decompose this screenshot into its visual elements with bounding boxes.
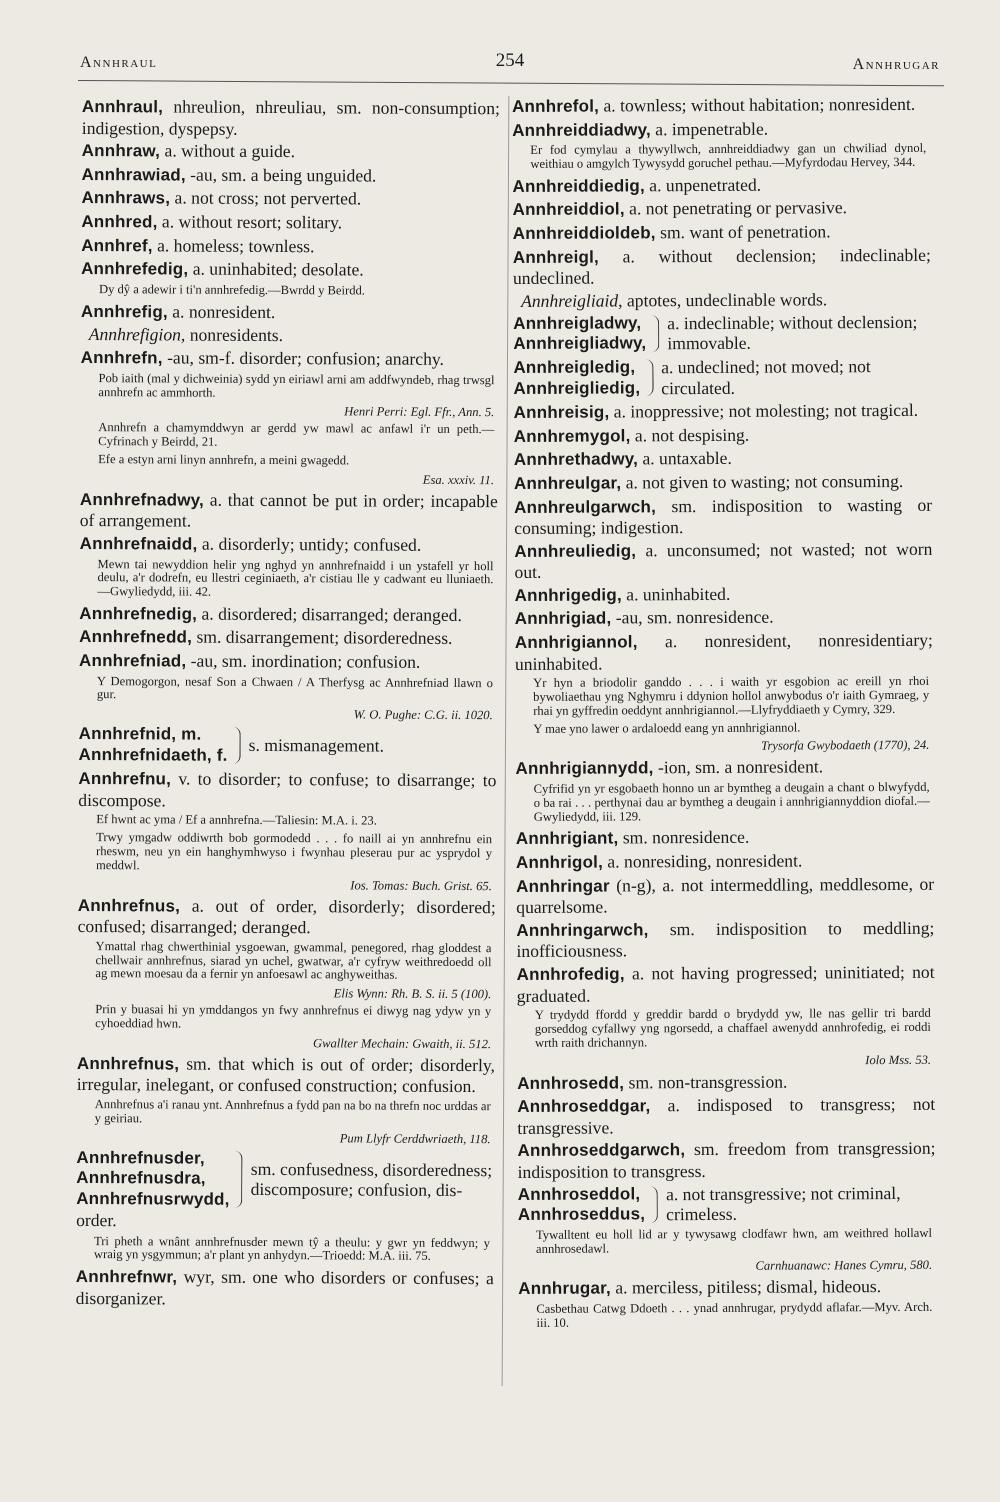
dictionary-entry xyxy=(77,1053,495,1097)
dictionary-entry xyxy=(512,94,930,118)
citation-source: Carnhuanawc: Hanes Cymru, 580. xyxy=(755,1258,933,1274)
dictionary-entry xyxy=(517,962,935,1006)
dictionary-entry xyxy=(515,630,933,674)
grouped-entry xyxy=(513,356,931,399)
dictionary-entry xyxy=(514,471,932,495)
headword: Annhrefnidaeth, f. xyxy=(78,744,228,765)
definition: -ion, sm. a nonresident. xyxy=(653,756,824,778)
definition: a. not despising. xyxy=(630,424,750,446)
dictionary-entry xyxy=(517,1070,935,1094)
dictionary-entry xyxy=(81,258,499,282)
definition: sm. confusedness, disorderedness; discomposure; confusion, dis- xyxy=(250,1158,493,1201)
definition: a. townless; without habitation; nonresident. xyxy=(598,93,916,116)
dictionary-entry xyxy=(514,400,932,424)
citation-quote: Dy dŷ a adewir i ti'n annhrefedig.—Bwrdd y Beirdd. xyxy=(98,281,366,298)
grouped-entry xyxy=(78,724,496,767)
definition: sm. indisposition to wasting or consuming; indigestion. xyxy=(514,494,933,539)
definition: a. merciless, pitiless; dismal, hideous. xyxy=(610,1276,882,1298)
definition: a. homeless; townless. xyxy=(152,234,315,256)
grouped-headwords xyxy=(513,313,646,355)
headword: Annhrefnus, xyxy=(76,1053,180,1074)
headword: Annhrefnedig, xyxy=(79,603,198,624)
headword: Annhrefniad, xyxy=(78,651,187,671)
dictionary-entry xyxy=(80,533,498,557)
definition: s. mismanagement. xyxy=(248,735,385,757)
headword: Annhrefnu, xyxy=(78,769,172,789)
derived-form xyxy=(89,324,499,347)
citation-quote: Annhrefnus a'i ranau ynt. Annhrefnus a fydd pan na bo na threfn noc urddas ar y geiriau. xyxy=(94,1097,491,1126)
dictionary-entry xyxy=(514,538,932,582)
definition: a. without a guide. xyxy=(160,140,296,162)
headword: Annhrefnus, xyxy=(77,895,181,916)
headword: Annhreiddiedig, xyxy=(512,176,645,196)
grouped-headwords xyxy=(513,357,640,399)
citation-quote: Tywalltent eu holl lid ar y tywysawg clodfawr hwn, am weithred hollawl annhrosedawl. xyxy=(535,1225,932,1256)
dictionary-entry xyxy=(513,244,931,288)
headword: Annhreisig, xyxy=(513,402,610,423)
dictionary-entry xyxy=(81,347,499,371)
dictionary-entry xyxy=(80,489,498,533)
definition: sm. freedom from transgression; indisposition to transgress. xyxy=(517,1138,936,1182)
citation-quote: Y mae yno lawer o ardaloedd eang yn annhrigiannol. xyxy=(533,720,801,736)
dictionary-entry xyxy=(79,626,497,650)
citation-source: W. O. Pughe: C.G. ii. 1020. xyxy=(353,707,493,723)
citation-quote: Tri pheth a wnânt annhrefnusder mewn tŷ a theulu: y gwr yn feddwyn; y wraig yn ysgymmun; a'r plant yn anhydyn.—Trioedd: M.A. iii. 75. xyxy=(93,1233,491,1264)
derived-headword: Annhrefigion, xyxy=(88,324,186,345)
definition: sm. non-transgression. xyxy=(624,1071,788,1092)
dictionary-entry xyxy=(82,96,500,140)
definition: a. unpenetrated. xyxy=(644,174,762,196)
definition: a. untaxable. xyxy=(637,448,732,469)
definition: -au, sm. inordination; confusion. xyxy=(186,650,421,672)
headword: Annhreiddioldeb, xyxy=(512,223,656,243)
headword: Annhrefedig, xyxy=(81,259,189,279)
definition: a. not transgressive; not criminal, crimeless. xyxy=(665,1182,901,1225)
headword: Annhreuliedig, xyxy=(514,541,637,561)
citation-quote: Er fod cymylau a thywyllwch, annhreiddiadwy gan un chwiliad dynol, weithiau o amgylch Tywysydd goruchel pethau.—Myfyrdodau Hervey, 344. xyxy=(530,141,927,171)
headword: Annhroseddus, xyxy=(517,1204,646,1225)
dictionary-entry xyxy=(513,221,931,245)
headword: Annhrethadwy, xyxy=(513,449,639,470)
brace xyxy=(232,727,241,764)
dictionary-entry xyxy=(516,918,934,962)
headword: Annhreigliadwy, xyxy=(513,333,647,354)
derived-definition: nonresidents. xyxy=(185,324,284,346)
brace xyxy=(644,359,653,396)
headword: Annhringar xyxy=(516,876,610,896)
dictionary-entry xyxy=(512,174,930,198)
grouped-headwords xyxy=(78,724,227,766)
definition-continuation: order. xyxy=(76,1210,117,1231)
grouped-entry xyxy=(76,1148,494,1212)
header-rule xyxy=(78,80,944,86)
dictionary-entry xyxy=(512,117,930,141)
page-number: 254 xyxy=(495,50,525,71)
headword: Annhrefnaidd, xyxy=(79,533,198,554)
headword: Annhrugar, xyxy=(518,1278,611,1299)
headword: Annhrigiannydd, xyxy=(515,758,654,779)
citation-quote: Prin y buasai hi yn ymddangos yn fwy annhrefnus ei diwyg nag ydyw yn y cyhoeddiad hwn. xyxy=(95,1002,492,1031)
headword: Annhreiddiadwy, xyxy=(512,119,651,140)
dictionary-entry xyxy=(78,895,496,939)
definition: -au, sm. nonresidence. xyxy=(611,607,774,628)
definition: a. nonresiding, nonresident. xyxy=(602,850,803,872)
definition: sm. want of penetration. xyxy=(655,221,831,243)
definition: wyr, sm. one who disorders or confuses; a disorganizer. xyxy=(75,1266,494,1309)
headword: Annhreulgarwch, xyxy=(514,496,657,517)
right-column xyxy=(512,94,936,1335)
citation-quote: Annhrefn a chamymddwyn ar gerdd yw mawl ac anfawl i'r un peth.—Cyfrinach y Beirdd, 21. xyxy=(98,420,495,449)
definition: a. that cannot be put in order; incapable of arrangement. xyxy=(79,489,498,531)
citation-source: Ios. Tomas: Buch. Grist. 65. xyxy=(350,878,492,893)
headword: Annhrofedig, xyxy=(516,964,625,984)
headword: Annhreiddiol, xyxy=(512,199,625,220)
headword: Annhraul, xyxy=(81,96,164,117)
grouped-entry xyxy=(518,1182,936,1225)
headword: Annhrefn, xyxy=(80,348,163,368)
headword: Annhrefnusder, xyxy=(76,1147,205,1168)
definition: a. unconsumed; not wasted; not worn out. xyxy=(514,538,933,583)
dictionary-entry xyxy=(513,197,931,221)
headword: Annhringarwch, xyxy=(516,920,649,940)
headword: Annhred, xyxy=(81,211,158,232)
header-right-guide-word: Annhrugar xyxy=(852,56,940,73)
citation-source: Trysorfa Gwybodaeth (1770), 24. xyxy=(761,738,930,754)
definition: (n-g), a. not intermeddling, meddlesome, or quarrelsome. xyxy=(516,873,935,918)
dictionary-entry xyxy=(518,1276,936,1300)
citation-quote: Ef hwnt ac yma / Ef a annhrefna.—Taliesin: M.A. i. 23. xyxy=(96,812,377,829)
brace xyxy=(649,1186,658,1223)
dictionary-entry xyxy=(81,235,499,259)
headword: Annhreulgar, xyxy=(513,473,622,493)
definition: a. disorderly; untidy; confused. xyxy=(197,533,422,555)
dictionary-entry xyxy=(76,1266,494,1310)
column-divider xyxy=(502,96,510,1386)
definition: a. disordered; disarranged; deranged. xyxy=(197,603,462,625)
citation-quote: Trwy ymgadw oddiwrth bob gormodedd . . . fo naill ai yn annhrefnu ein rheswm, neu yn ein hanghymhwyso i fwynhau pleserau pur ac ysprydol y meddwl. xyxy=(95,830,493,873)
definition: a. nonresident, nonresidentiary; uninhabited. xyxy=(514,629,933,674)
headword: Annhrefnedd, xyxy=(79,627,193,648)
definition: a. uninhabited. xyxy=(621,583,731,605)
headword: Annhrefol, xyxy=(512,96,600,116)
headword: Annhremygol, xyxy=(513,426,631,446)
definition: v. to disorder; to confuse; to disarrange; to discompose. xyxy=(78,768,497,811)
dictionary-entry xyxy=(516,850,934,874)
definition: a. not cross; not perverted. xyxy=(170,187,362,209)
dictionary-entry xyxy=(514,447,932,471)
definition: a. inoppressive; not molesting; not tragical. xyxy=(609,400,919,422)
citation-quote: Cyfrifid yn yr esgobaeth honno un ar bymtheg a deugain a chant o blwyfydd, o ba rai . . . perthynai dau ar bymtheg a deugain i annhrigiannyddion diofal.—Gwyliedydd, iii. 129. xyxy=(533,779,930,824)
dictionary-entry xyxy=(81,187,499,211)
headword: Annhraw, xyxy=(81,141,161,161)
grouped-headwords xyxy=(518,1184,645,1226)
citation-source: Elis Wynn: Rh. B. S. ii. 5 (100). xyxy=(333,986,492,1002)
definition: a. without declension; indeclinable; undeclined. xyxy=(512,244,931,289)
citation-quote: Mewn tai newyddion helir yng nghyd yn annhrefnaidd i un ystafell yr holl deulu, a'r dodrefn, eu llestri ceginiaeth, a'r cistiau lle y cadwant eu lluniaeth.—Gwyliedydd, iii. 42. xyxy=(97,556,494,599)
headword: Annhref, xyxy=(81,235,153,255)
headword: Annhraws, xyxy=(81,188,171,208)
header-left-guide-word: Annhraul xyxy=(80,54,158,71)
dictionary-entry xyxy=(514,494,932,538)
dictionary-entry xyxy=(81,301,499,325)
citation-quote: Yr hyn a briodolir ganddo . . . i waith yr esgobion ac ereill yn rhoi bywoliaethau yng Nghymru i ddynion hollol anwybodus o'r iaith Gymraeg, y rhai yn gyffredin oeddynt annhrigiannol.—Llyfryddiaeth y Cymry, 329. xyxy=(533,674,930,718)
headword: Annhrefnadwy, xyxy=(79,489,205,510)
brace xyxy=(234,1150,243,1208)
derived-headword: Annhreigliaid, xyxy=(521,290,623,311)
dictionary-entry xyxy=(517,1138,935,1182)
definition: sm. disarrangement; disorderedness. xyxy=(192,627,453,649)
headword: Annhrigol, xyxy=(515,852,604,873)
citation-quote: Casbethau Catwg Ddoeth . . . ynad annhrugar, prydydd aflafar.—Myv. Arch. iii. 10. xyxy=(536,1299,933,1330)
citation-source: Esa. xxxiv. 11. xyxy=(422,472,495,487)
left-column xyxy=(76,96,500,1313)
dictionary-entry xyxy=(517,1094,935,1138)
headword: Annhrawiad, xyxy=(81,164,186,185)
headword: Annhroseddgarwch, xyxy=(517,1140,686,1161)
headword: Annhreigladwy, xyxy=(513,313,642,333)
grouped-headwords xyxy=(76,1148,230,1210)
definition: a. without resort; solitary. xyxy=(157,211,343,233)
dictionary-entry xyxy=(78,768,496,812)
headword: Annhroseddol, xyxy=(517,1183,641,1204)
headword: Annhrefig, xyxy=(80,301,168,321)
headword: Annhrigedig, xyxy=(514,585,622,605)
definition: sm. indisposition to meddling; inofficiousness. xyxy=(516,917,935,962)
definition: -au, sm. a being unguided. xyxy=(185,164,377,186)
definition: a. indisposed to transgress; not transgressive. xyxy=(517,1093,936,1138)
citation-quote: Y Demogorgon, nesaf Son a Chwaen / A Therfysg ac Annhrefniad llawn o gur. xyxy=(96,673,493,702)
dictionary-entry xyxy=(81,211,499,235)
dictionary-entry xyxy=(79,650,497,674)
headword: Annhrefnusrwydd, xyxy=(76,1188,230,1209)
dictionary-entry xyxy=(514,424,932,448)
definition: a. not penetrating or pervasive. xyxy=(624,197,848,219)
headword: Annhreigliedig, xyxy=(513,377,641,398)
headword: Annhreigl, xyxy=(512,247,599,267)
headword: Annhrefnusdra, xyxy=(76,1168,206,1188)
page-header xyxy=(80,44,940,74)
headword: Annhrosedd, xyxy=(517,1072,625,1093)
definition: a. indeclinable; without declension; immovable. xyxy=(667,311,918,354)
dictionary-entry xyxy=(516,826,934,850)
headword: Annhrefnid, m. xyxy=(78,724,202,744)
definition: a. nonresident. xyxy=(167,300,276,322)
definition: sm. that which is out of order; disorderly, irregular, inelegant, or confused construction; confusion. xyxy=(76,1053,495,1097)
definition: a. not having progressed; uninitiated; not graduated. xyxy=(516,961,935,1006)
headword: Annhreigledig, xyxy=(513,357,636,378)
definition: -au, sm-f. disorder; confusion; anarchy. xyxy=(162,347,445,370)
dictionary-entry xyxy=(515,606,933,630)
dictionary-entry xyxy=(82,140,500,164)
citation-source: Gwallter Mechain: Gwaith, ii. 512. xyxy=(312,1036,492,1051)
headword: Annhrigiad, xyxy=(514,608,612,629)
citation-quote: Efe a estyn arni linyn annhrefn, a meini gwagedd. xyxy=(98,452,350,468)
definition: a. not given to wasting; not consuming. xyxy=(621,470,904,493)
dictionary-entry xyxy=(516,873,934,917)
headword: Annhroseddgar, xyxy=(517,1096,651,1117)
citation-quote: Y trydydd ffordd y greddir bardd o brydydd yw, lle nas gellir tri bardd gorseddog cyfallwy yng ngorsedd, a chaffael awenydd annhrofedig, ei roddi wrth raith drichannyn. xyxy=(534,1005,931,1050)
grouped-entry xyxy=(513,312,931,355)
dictionary-entry xyxy=(515,583,933,607)
derived-form xyxy=(521,289,931,312)
definition: a. impenetrable. xyxy=(650,118,769,139)
headword: Annhrigiant, xyxy=(515,828,619,849)
definition: nhreulion, nhreuliau, sm. non-consumption; indigestion, dyspepsy. xyxy=(81,96,500,139)
dictionary-entry xyxy=(82,164,500,188)
headword: Annhrefnwr, xyxy=(75,1267,178,1287)
citation-quote: Pob iaith (mal y dichweinia) sydd yn eiriawl arni am addfwyndeb, rhag trwsgl annhrefn ac ammhorth. xyxy=(98,370,495,400)
derived-definition: aptotes, undeclinable words. xyxy=(622,289,828,311)
citation-source: Pum Llyfr Cerddwriaeth, 118. xyxy=(339,1130,491,1146)
definition: a. out of order, disorderly; disordered; confused; disarranged; deranged. xyxy=(77,895,496,938)
citation-quote: Ymattal rhag chwerthinial ysgoewan, gwammal, penegored, rhag gloddest a chellwair annhrefnus, siarad yn uchel, gwatwar, a'r cyfryw weithredoedd oll ag mewn moesau da a fernir yn anfoesawl ac anghyweithas. xyxy=(95,938,492,983)
citation-source: Henri Perri: Egl. Ffr., Ann. 5. xyxy=(344,404,495,420)
dictionary-entry xyxy=(515,756,933,780)
dictionary-entry xyxy=(79,603,497,627)
brace xyxy=(650,315,659,352)
definition: a. uninhabited; desolate. xyxy=(188,258,364,280)
citation-source: Iolo Mss. 53. xyxy=(865,1052,932,1067)
headword: Annhrigiannol, xyxy=(514,632,638,653)
definition: a. undeclined; not moved; not circulated. xyxy=(661,356,871,398)
definition: sm. nonresidence. xyxy=(618,827,750,848)
